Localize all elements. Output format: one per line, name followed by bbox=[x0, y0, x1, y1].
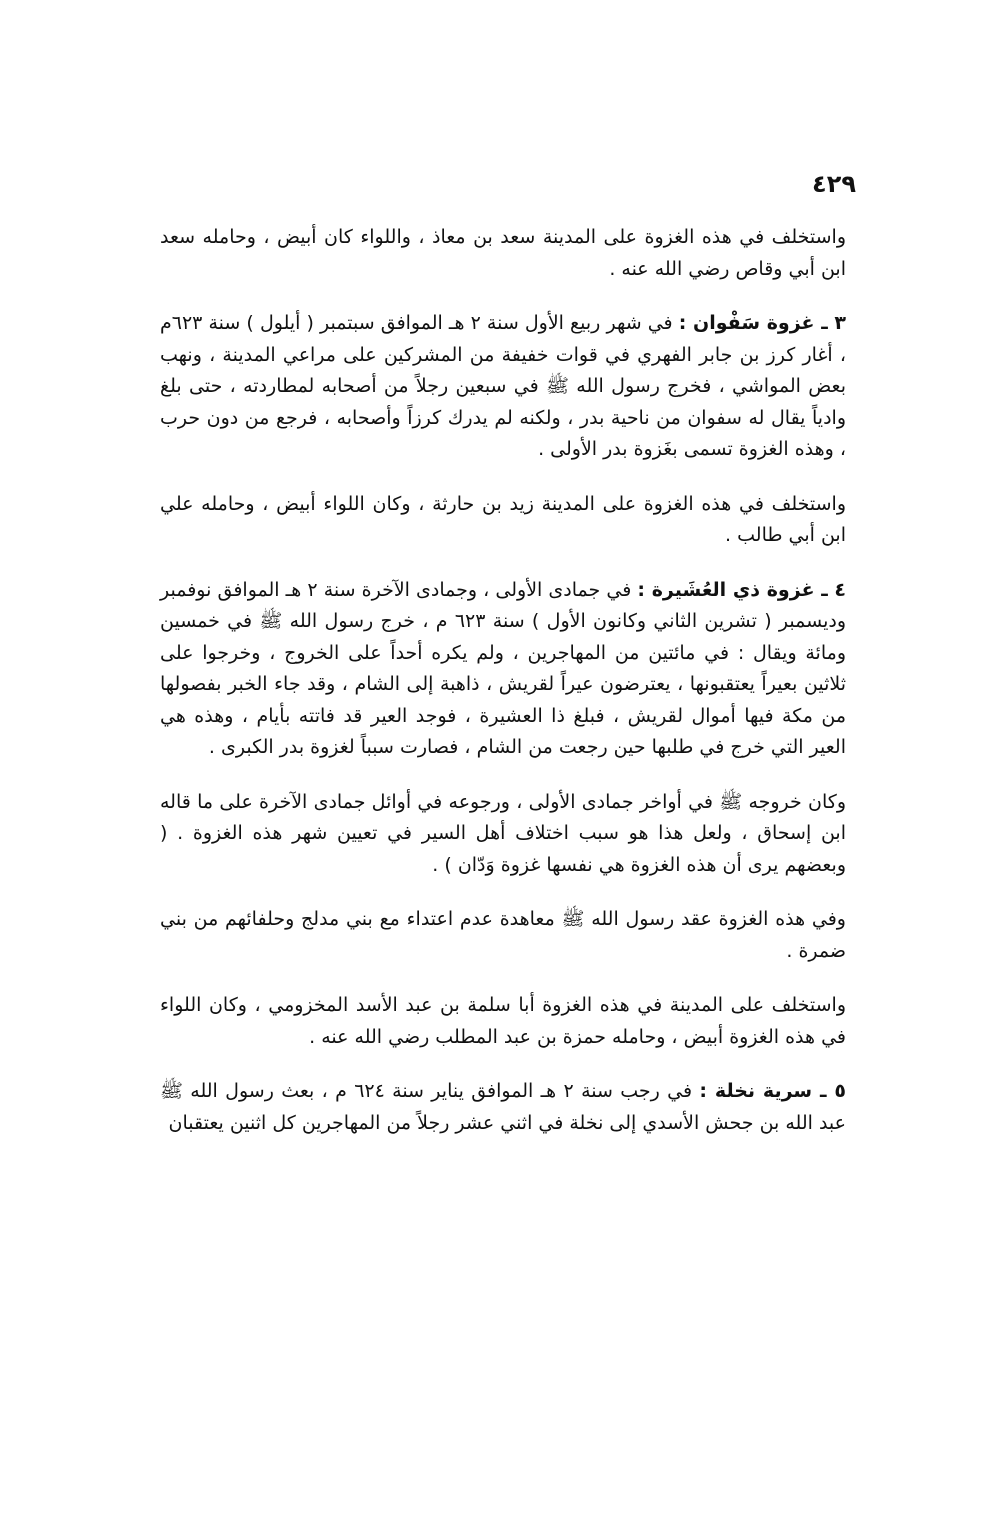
paragraph-text: وكان خروجه ﷺ في أواخر جمادى الأولى ، ورجوعه في أوائل جمادى الآخرة على ما قاله ابن إسحاق ، ولعل هذا هو سبب اختلاف أهل السير في تعيين شهر هذه الغزوة . ( وبعضهم يرى أن هذه الغزوة هي نفسها غزوة وَدّان ) . bbox=[160, 790, 846, 876]
paragraph-3 bbox=[160, 489, 846, 552]
page-number: ٤٢٩ bbox=[812, 170, 856, 198]
paragraph-1 bbox=[160, 222, 846, 285]
paragraph-4 bbox=[160, 575, 846, 764]
paragraph-text: واستخلف في هذه الغزوة على المدينة زيد بن حارثة ، وكان اللواء أبيض ، وحامله علي ابن أبي طالب . bbox=[160, 492, 846, 546]
paragraph-heading: ٤ ـ غزوة ذي العُشَيرة : bbox=[637, 578, 847, 601]
paragraph-heading: ٥ ـ سرية نخلة : bbox=[699, 1080, 847, 1102]
paragraph-text: واستخلف في هذه الغزوة على المدينة سعد بن معاذ ، واللواء كان أبيض ، وحامله سعد ابن أبي وقاص رضي الله عنه . bbox=[160, 226, 846, 280]
paragraph-2 bbox=[160, 308, 846, 466]
paragraph-text: وفي هذه الغزوة عقد رسول الله ﷺ معاهدة عدم اعتداء مع بني مدلج وحلفائهم من بني ضمرة . bbox=[160, 908, 846, 962]
paragraph-5 bbox=[160, 787, 846, 882]
paragraph-heading: ٣ ـ غزوة سَفْوان : bbox=[678, 312, 846, 334]
paragraph-7 bbox=[160, 990, 846, 1053]
page-body bbox=[160, 222, 846, 1162]
paragraph-text: في رجب سنة ٢ هـ الموافق يناير سنة ٦٢٤ م ، بعث رسول الله ﷺ عبد الله بن جحش الأسدي إلى نخلة في اثني عشر رجلاً من المهاجرين كل اثنين يعتقبان bbox=[160, 1080, 846, 1134]
paragraph-6 bbox=[160, 904, 846, 967]
paragraph-8 bbox=[160, 1076, 846, 1139]
paragraph-text: في شهر ربيع الأول سنة ٢ هـ الموافق سبتمبر ( أيلول ) سنة ٦٢٣م ، أغار كرز بن جابر الفهري في قوات خفيفة من المشركين على مراعي المدينة ، ونهب بعض المواشي ، فخرج رسول الله ﷺ في سبعين رجلاً من أصحابه لمطاردته ، حتى بلغ وادياً يقال له سفوان من ناحية بدر ، ولكنه لم يدرك كرزاً وأصحابه ، فرجع من دون حرب ، وهذه الغزوة تسمى بغَزوة بدر الأولى . bbox=[160, 312, 846, 460]
paragraph-text: في جمادى الأولى ، وجمادى الآخرة سنة ٢ هـ الموافق نوفمبر وديسمبر ( تشرين الثاني وكانون الأول ) سنة ٦٢٣ م ، خرج رسول الله ﷺ في خمسين ومائة ويقال : في مائتين من المهاجرين ، ولم يكره أحداً على الخروج ، وخرجوا على ثلاثين بعيراً يعتقبونها ، يعترضون عيراً لقريش ، ذاهبة إلى الشام ، وقد جاء الخبر بفصولها من مكة فيها أموال لقريش ، فبلغ ذا العشيرة ، فوجد العير قد فاتته بأيام ، وهذه هي العير التي خرج في طلبها حين رجعت من الشام ، فصارت سبباً لغزوة بدر الكبرى . bbox=[160, 578, 846, 758]
paragraph-text: واستخلف على المدينة في هذه الغزوة أبا سلمة بن عبد الأسد المخزومي ، وكان اللواء في هذه الغزوة أبيض ، وحامله حمزة بن عبد المطلب رضي الله عنه . bbox=[160, 994, 846, 1048]
